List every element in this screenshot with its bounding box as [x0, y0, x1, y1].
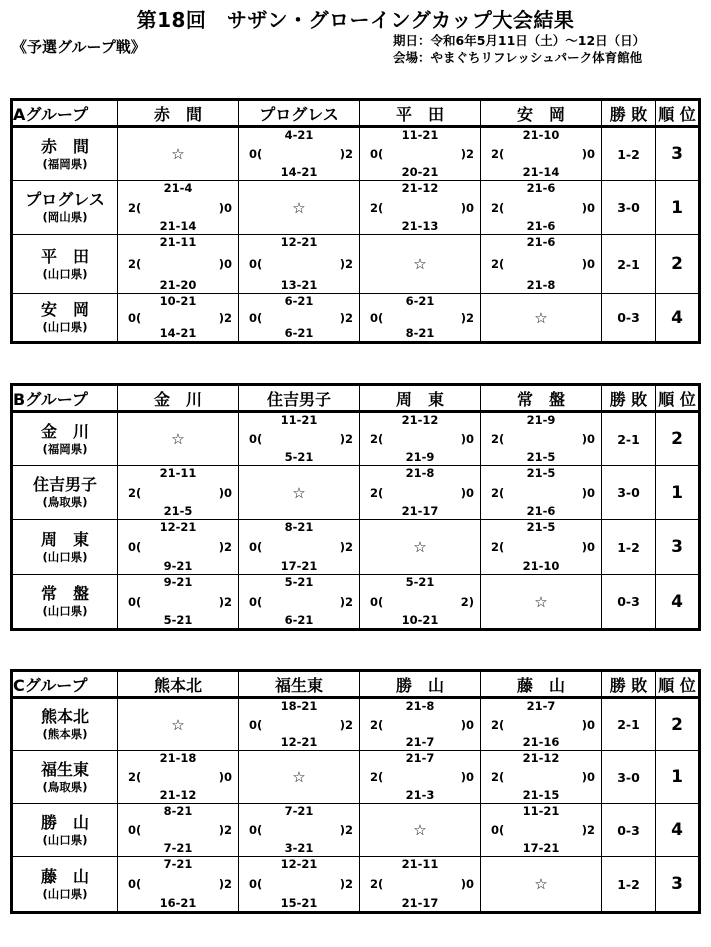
team-cell: [12, 294, 118, 343]
table-row: [12, 294, 700, 343]
team-prefecture: (熊本県): [42, 727, 88, 741]
game-2-score: 9-21: [163, 559, 193, 573]
sets-lost: )2: [339, 594, 353, 609]
game-1-score: 21-7: [405, 751, 435, 765]
sets-won: 0(: [249, 877, 263, 891]
sets-lost: )2: [339, 540, 353, 554]
group-name: Cグループ: [12, 671, 118, 698]
self-match-star: ☆: [360, 804, 481, 857]
sets-won: 2(: [491, 200, 505, 215]
game-2-score: 21-6: [526, 219, 556, 233]
sets-won: 2(: [128, 257, 142, 271]
game-1-score: 5-21: [405, 575, 435, 589]
team-cell: [12, 575, 118, 630]
match-result-cell: [481, 181, 602, 235]
sets-lost: )2: [218, 823, 232, 837]
team-name: 常 盤: [40, 584, 89, 603]
final-rank: 3: [656, 857, 700, 913]
match-result-cell: [481, 412, 602, 466]
game-1-score: 21-18: [159, 751, 197, 765]
match-result-cell: [481, 751, 602, 804]
sets-lost: )0: [460, 200, 474, 215]
game-2-score: 21-17: [401, 504, 439, 518]
sets-won: 0(: [128, 310, 142, 325]
sets-lost: )0: [460, 432, 474, 446]
final-rank: 1: [656, 751, 700, 804]
win-loss-header: 勝 敗: [602, 100, 656, 127]
game-1-score: 18-21: [280, 699, 318, 713]
game-1-score: 4-21: [284, 128, 314, 142]
win-loss-record: 2-1: [602, 235, 656, 294]
game-1-score: 12-21: [280, 857, 318, 871]
table-row: [12, 575, 700, 630]
team-cell: [12, 857, 118, 913]
game-1-score: 7-21: [284, 804, 314, 818]
sets-won: 0(: [249, 717, 263, 732]
game-2-score: 6-21: [284, 613, 314, 627]
sets-lost: )2: [339, 147, 353, 161]
game-1-score: 8-21: [163, 804, 193, 818]
sets-won: 0(: [249, 257, 263, 271]
sets-won: 2(: [491, 770, 505, 784]
table-row: [12, 235, 700, 294]
team-cell: [12, 520, 118, 575]
game-1-score: 21-6: [526, 235, 556, 249]
rank-header: 順 位: [656, 100, 700, 127]
sets-won: 2(: [491, 717, 505, 732]
win-loss-header: 勝 敗: [602, 385, 656, 412]
table-row: [12, 412, 700, 466]
sets-lost: )2: [460, 310, 474, 325]
win-loss-record: 3-0: [602, 466, 656, 520]
game-1-score: 21-4: [163, 181, 193, 195]
sets-won: 2(: [128, 200, 142, 215]
match-result-cell: [481, 235, 602, 294]
sets-lost: )0: [581, 540, 595, 554]
team-cell: [12, 412, 118, 466]
self-match-star: ☆: [239, 466, 360, 520]
self-match-star: ☆: [360, 235, 481, 294]
column-header-team: 住吉男子: [239, 385, 360, 412]
game-2-score: 7-21: [163, 841, 193, 855]
rank-header: 順 位: [656, 385, 700, 412]
game-2-score: 21-8: [526, 278, 556, 292]
match-result-cell: [118, 181, 239, 235]
match-result-cell: [360, 575, 481, 630]
win-loss-record: 2-1: [602, 412, 656, 466]
game-1-score: 5-21: [284, 575, 314, 589]
game-2-score: 21-16: [522, 735, 560, 749]
game-2-score: 10-21: [401, 613, 439, 627]
sets-won: 0(: [370, 310, 384, 325]
sets-won: 2(: [370, 770, 384, 784]
win-loss-record: 0-3: [602, 294, 656, 343]
sets-lost: )0: [460, 877, 474, 891]
table-row: [12, 127, 700, 181]
team-cell: [12, 235, 118, 294]
sets-lost: )2: [218, 594, 232, 609]
win-loss-record: 1-2: [602, 127, 656, 181]
final-rank: 3: [656, 520, 700, 575]
game-2-score: 21-12: [159, 788, 197, 802]
team-prefecture: (山口県): [42, 266, 88, 281]
team-name: 金 川: [40, 421, 89, 441]
match-result-cell: [360, 127, 481, 181]
sets-lost: )0: [218, 257, 232, 271]
sets-lost: )0: [581, 717, 595, 732]
team-prefecture: (鳥取県): [42, 779, 88, 794]
sets-lost: )0: [460, 770, 474, 784]
match-result-cell: [118, 466, 239, 520]
event-dates: 期日：令和6年5月11日（土）～12日（日）: [393, 33, 646, 48]
match-result-cell: [481, 127, 602, 181]
win-loss-record: 0-3: [602, 804, 656, 857]
header-row: [12, 671, 700, 698]
sets-won: 0(: [128, 594, 142, 609]
game-2-score: 21-20: [159, 278, 197, 292]
column-header-team: 熊本北: [118, 671, 239, 698]
win-loss-record: 3-0: [602, 181, 656, 235]
match-result-cell: [481, 520, 602, 575]
game-2-score: 21-13: [401, 219, 439, 233]
sets-lost: )2: [339, 310, 353, 325]
group-c-table: [10, 669, 701, 914]
win-loss-record: 0-3: [602, 575, 656, 630]
sets-won: 2(: [128, 485, 142, 500]
game-1-score: 21-11: [401, 857, 439, 871]
final-rank: 4: [656, 294, 700, 343]
match-result-cell: [481, 804, 602, 857]
team-prefecture: (山口県): [42, 549, 88, 564]
game-2-score: 3-21: [284, 841, 314, 855]
final-rank: 2: [656, 698, 700, 751]
game-2-score: 21-9: [405, 450, 435, 464]
game-2-score: 21-7: [405, 735, 435, 749]
game-2-score: 21-5: [526, 450, 556, 464]
team-prefecture: (山口県): [42, 886, 88, 901]
game-2-score: 21-6: [526, 504, 556, 518]
game-1-score: 21-11: [159, 466, 197, 480]
sets-won: 2(: [128, 770, 142, 784]
match-result-cell: [481, 466, 602, 520]
match-result-cell: [360, 181, 481, 235]
game-1-score: 6-21: [284, 294, 314, 308]
final-rank: 1: [656, 181, 700, 235]
match-result-cell: [239, 235, 360, 294]
sets-lost: )0: [581, 147, 595, 161]
sets-lost: )0: [218, 770, 232, 784]
sets-lost: )2: [339, 257, 353, 271]
game-1-score: 6-21: [405, 294, 435, 308]
sets-lost: )0: [581, 257, 595, 271]
sets-lost: )2: [339, 823, 353, 837]
group-a-table: [10, 98, 701, 344]
sets-won: 2(: [370, 877, 384, 891]
sets-won: 0(: [249, 594, 263, 609]
game-1-score: 21-9: [526, 413, 556, 427]
sets-won: 2(: [491, 540, 505, 554]
team-prefecture: (福岡県): [42, 156, 88, 171]
game-2-score: 21-15: [522, 788, 560, 802]
game-2-score: 6-21: [284, 326, 314, 340]
column-header-team: 平 田: [360, 100, 481, 127]
team-prefecture: (山口県): [42, 832, 88, 847]
match-result-cell: [118, 520, 239, 575]
sets-won: 0(: [128, 540, 142, 554]
game-1-score: 11-21: [522, 804, 560, 818]
table-row: [12, 751, 700, 804]
self-match-star: ☆: [118, 698, 239, 751]
match-result-cell: [118, 294, 239, 343]
team-cell: [12, 127, 118, 181]
game-1-score: 21-8: [405, 466, 435, 480]
sets-lost: )2: [339, 877, 353, 891]
game-1-score: 21-12: [522, 751, 560, 765]
column-header-team: 金 川: [118, 385, 239, 412]
win-loss-record: 1-2: [602, 520, 656, 575]
game-2-score: 15-21: [280, 896, 318, 910]
team-name: 周 東: [40, 529, 89, 549]
sets-won: 2(: [491, 485, 505, 500]
sets-won: 2(: [370, 200, 384, 215]
game-2-score: 21-17: [401, 896, 439, 910]
team-name: 住吉男子: [32, 475, 97, 494]
team-name: 赤 間: [40, 136, 89, 156]
sets-lost: )2: [339, 717, 353, 732]
sets-won: 0(: [249, 310, 263, 325]
match-result-cell: [118, 804, 239, 857]
final-rank: 2: [656, 235, 700, 294]
match-result-cell: [118, 857, 239, 913]
match-result-cell: [360, 751, 481, 804]
game-1-score: 11-21: [280, 413, 318, 427]
sets-lost: )0: [581, 200, 595, 215]
game-1-score: 21-7: [526, 699, 556, 713]
win-loss-record: 3-0: [602, 751, 656, 804]
game-2-score: 12-21: [280, 735, 318, 749]
table-row: [12, 804, 700, 857]
game-2-score: 21-3: [405, 788, 435, 802]
group-b-table: [10, 383, 701, 631]
rank-header: 順 位: [656, 671, 700, 698]
table-row: [12, 698, 700, 751]
match-result-cell: [239, 857, 360, 913]
game-1-score: 21-8: [405, 699, 435, 713]
event-venue: 会場：やまぐちリフレッシュパーク体育館他: [393, 50, 643, 65]
game-2-score: 21-5: [163, 504, 193, 518]
team-prefecture: (鳥取県): [42, 495, 88, 509]
sets-won: 2(: [491, 432, 505, 446]
game-2-score: 13-21: [280, 278, 318, 292]
game-1-score: 21-11: [159, 235, 197, 249]
team-prefecture: (福岡県): [42, 441, 88, 456]
match-result-cell: [118, 235, 239, 294]
column-header-team: 福生東: [239, 671, 360, 698]
sets-lost: )0: [460, 717, 474, 732]
table-row: [12, 181, 700, 235]
sets-won: 0(: [128, 877, 142, 891]
win-loss-header: 勝 敗: [602, 671, 656, 698]
game-1-score: 11-21: [401, 128, 439, 142]
sets-lost: )2: [581, 823, 595, 837]
game-1-score: 21-10: [522, 128, 560, 142]
column-header-team: 安 岡: [481, 100, 602, 127]
column-header-team: 周 東: [360, 385, 481, 412]
column-header-team: プログレス: [239, 100, 360, 127]
game-1-score: 21-5: [526, 520, 556, 534]
team-name: 藤 山: [40, 866, 89, 886]
match-result-cell: [239, 412, 360, 466]
group-name: Aグループ: [12, 100, 118, 127]
sets-won: 0(: [491, 823, 505, 837]
header-row: [12, 385, 700, 412]
game-2-score: 21-10: [522, 559, 560, 573]
game-2-score: 14-21: [280, 165, 318, 179]
team-name: 福生東: [40, 759, 89, 779]
sets-won: 2(: [370, 717, 384, 732]
team-cell: [12, 466, 118, 520]
sets-lost: )0: [460, 485, 474, 500]
team-name: 勝 山: [40, 812, 89, 832]
sets-lost: )0: [218, 200, 232, 215]
sets-won: 2(: [491, 147, 505, 161]
match-result-cell: [239, 804, 360, 857]
game-1-score: 9-21: [163, 575, 193, 589]
team-cell: [12, 751, 118, 804]
sets-lost: )0: [218, 485, 232, 500]
table-row: [12, 520, 700, 575]
game-1-score: 21-12: [401, 413, 439, 427]
sets-lost: )0: [581, 432, 595, 446]
column-header-team: 赤 間: [118, 100, 239, 127]
self-match-star: ☆: [118, 127, 239, 181]
game-2-score: 17-21: [280, 559, 318, 573]
team-name: プログレス: [25, 190, 105, 209]
match-result-cell: [239, 698, 360, 751]
page-title: 第18回 サザン・グローイングカップ大会結果: [136, 8, 575, 32]
game-2-score: 14-21: [159, 326, 197, 340]
sets-lost: )2: [218, 310, 232, 325]
game-1-score: 12-21: [159, 520, 197, 534]
team-prefecture: (岡山県): [42, 210, 88, 224]
sets-lost: )2: [218, 877, 232, 891]
self-match-star: ☆: [481, 575, 602, 630]
sets-won: 0(: [128, 823, 142, 837]
game-1-score: 21-5: [526, 466, 556, 480]
event-info: [393, 32, 645, 66]
column-header-team: 藤 山: [481, 671, 602, 698]
sets-won: 2(: [370, 432, 384, 446]
match-result-cell: [239, 575, 360, 630]
team-prefecture: (山口県): [42, 604, 88, 618]
self-match-star: ☆: [239, 751, 360, 804]
match-result-cell: [360, 294, 481, 343]
sets-lost: )2: [339, 432, 353, 446]
sets-lost: )0: [581, 770, 595, 784]
column-header-team: 勝 山: [360, 671, 481, 698]
sets-won: 0(: [249, 540, 263, 554]
match-result-cell: [118, 751, 239, 804]
match-result-cell: [239, 294, 360, 343]
self-match-star: ☆: [481, 294, 602, 343]
self-match-star: ☆: [239, 181, 360, 235]
game-1-score: 21-12: [401, 181, 439, 195]
self-match-star: ☆: [360, 520, 481, 575]
game-2-score: 8-21: [405, 326, 435, 340]
match-result-cell: [360, 466, 481, 520]
sets-lost: )0: [581, 485, 595, 500]
group-name: Bグループ: [12, 385, 118, 412]
section-subtitle: 《予選グループ戦》: [12, 38, 146, 56]
final-rank: 4: [656, 575, 700, 630]
sets-lost: )2: [460, 147, 474, 161]
win-loss-record: 2-1: [602, 698, 656, 751]
game-1-score: 12-21: [280, 235, 318, 249]
column-header-team: 常 盤: [481, 385, 602, 412]
game-2-score: 21-14: [522, 165, 560, 179]
final-rank: 2: [656, 412, 700, 466]
team-name: 熊本北: [40, 707, 89, 726]
match-result-cell: [360, 857, 481, 913]
team-cell: [12, 181, 118, 235]
match-result-cell: [118, 575, 239, 630]
game-1-score: 8-21: [284, 520, 314, 534]
game-2-score: 5-21: [284, 450, 314, 464]
sets-won: 0(: [370, 594, 384, 609]
sets-won: 0(: [249, 823, 263, 837]
final-rank: 4: [656, 804, 700, 857]
game-2-score: 21-14: [159, 219, 197, 233]
game-1-score: 10-21: [159, 294, 197, 308]
game-2-score: 17-21: [522, 841, 560, 855]
sets-won: 2(: [491, 257, 505, 271]
team-cell: [12, 698, 118, 751]
self-match-star: ☆: [481, 857, 602, 913]
team-name: 平 田: [40, 246, 89, 266]
match-result-cell: [481, 698, 602, 751]
sets-lost: )2: [218, 540, 232, 554]
game-1-score: 21-6: [526, 181, 556, 195]
game-1-score: 7-21: [163, 857, 193, 871]
match-result-cell: [239, 127, 360, 181]
self-match-star: ☆: [118, 412, 239, 466]
win-loss-record: 1-2: [602, 857, 656, 913]
team-name: 安 岡: [40, 300, 89, 319]
team-prefecture: (山口県): [42, 320, 88, 334]
sets-won: 0(: [249, 432, 263, 446]
header-row: [12, 100, 700, 127]
final-rank: 1: [656, 466, 700, 520]
table-row: [12, 857, 700, 913]
sets-won: 2(: [370, 485, 384, 500]
game-2-score: 5-21: [163, 613, 193, 627]
table-row: [12, 466, 700, 520]
match-result-cell: [239, 520, 360, 575]
game-2-score: 20-21: [401, 165, 439, 179]
sets-lost: 2): [460, 594, 474, 609]
team-cell: [12, 804, 118, 857]
final-rank: 3: [656, 127, 700, 181]
game-2-score: 16-21: [159, 896, 197, 910]
match-result-cell: [360, 412, 481, 466]
sets-won: 0(: [370, 147, 384, 161]
sets-won: 0(: [249, 147, 263, 161]
match-result-cell: [360, 698, 481, 751]
